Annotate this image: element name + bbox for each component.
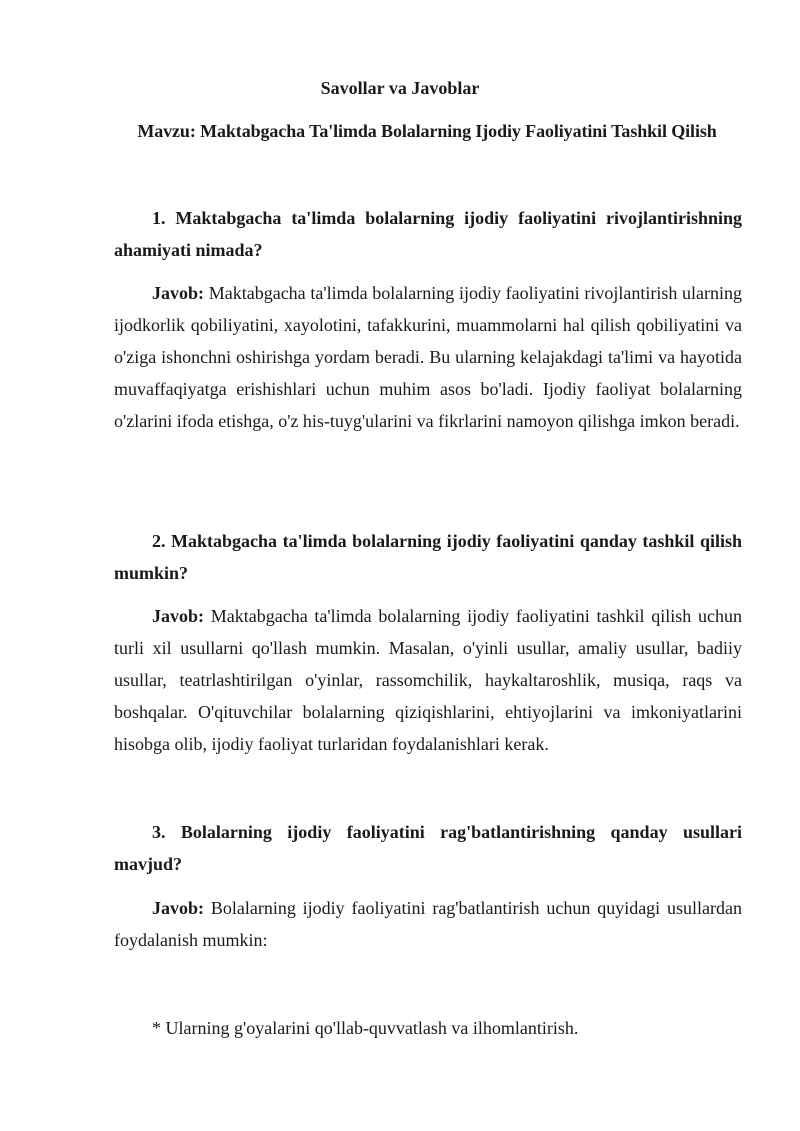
document-title: Savollar va Javoblar xyxy=(320,78,480,98)
question-1: 1. Maktabgacha ta'limda bolalarning ijodiy faoliyatini rivojlantirishning ahamiyati nimada? xyxy=(114,208,742,260)
answer-label: Javob: xyxy=(152,606,205,626)
question-3: 3. Bolalarning ijodiy faoliyatini rag'batlantirishning qanday usullari mavjud? xyxy=(114,822,742,874)
list-item: * Ularning g'oyalarini qo'llab-quvvatlash va ilhomlantirish. xyxy=(152,1018,579,1038)
answer-label: Javob: xyxy=(152,898,205,918)
answer-2 xyxy=(114,600,742,760)
answer-3 xyxy=(114,892,742,956)
answer-text: Bolalarning ijodiy faoliyatini rag'batlantirish uchun quyidagi usullardan foydalanish mumkin: xyxy=(114,898,742,950)
question-2: 2. Maktabgacha ta'limda bolalarning ijodiy faoliyatini qanday tashkil qilish mumkin? xyxy=(114,531,742,583)
answer-1 xyxy=(114,277,742,437)
document-subtitle: Mavzu: Maktabgacha Ta'limda Bolalarning Ijodiy Faoliyatini Tashkil Qilish xyxy=(137,121,717,141)
answer-text: Maktabgacha ta'limda bolalarning ijodiy faoliyatini tashkil qilish uchun turli xil usullarni qo'llash mumkin. Masalan, o'yinli usullar, amaliy usullar, badiiy usullar, teatrlashtirilgan o'yinlar, rassomchilik, haykaltaroshlik, musiqa, raqs va boshqalar. O'qituvchilar bolalarning qiziqishlarini, ehtiyojlarini va imkoniyatlarini hisobga olib, ijodiy faoliyat turlaridan foydalanishlari kerak. xyxy=(114,606,742,754)
answer-text: Maktabgacha ta'limda bolalarning ijodiy faoliyatini rivojlantirish ularning ijodkorlik qobiliyatini, xayolotini, tafakkurini, muammolarni hal qilish qobiliyatini va o'ziga ishonchni oshirishga yordam beradi. Bu ularning kelajakdagi ta'limi va hayotida muvaffaqiyatga erishishlari uchun muhim asos bo'ladi. Ijodiy faoliyat bolalarning o'zlarini ifoda etishga, o'z his-tuyg'ularini va fikrlarini namoyon qilishga imkon beradi. xyxy=(114,283,743,431)
answer-label: Javob: xyxy=(152,283,205,303)
